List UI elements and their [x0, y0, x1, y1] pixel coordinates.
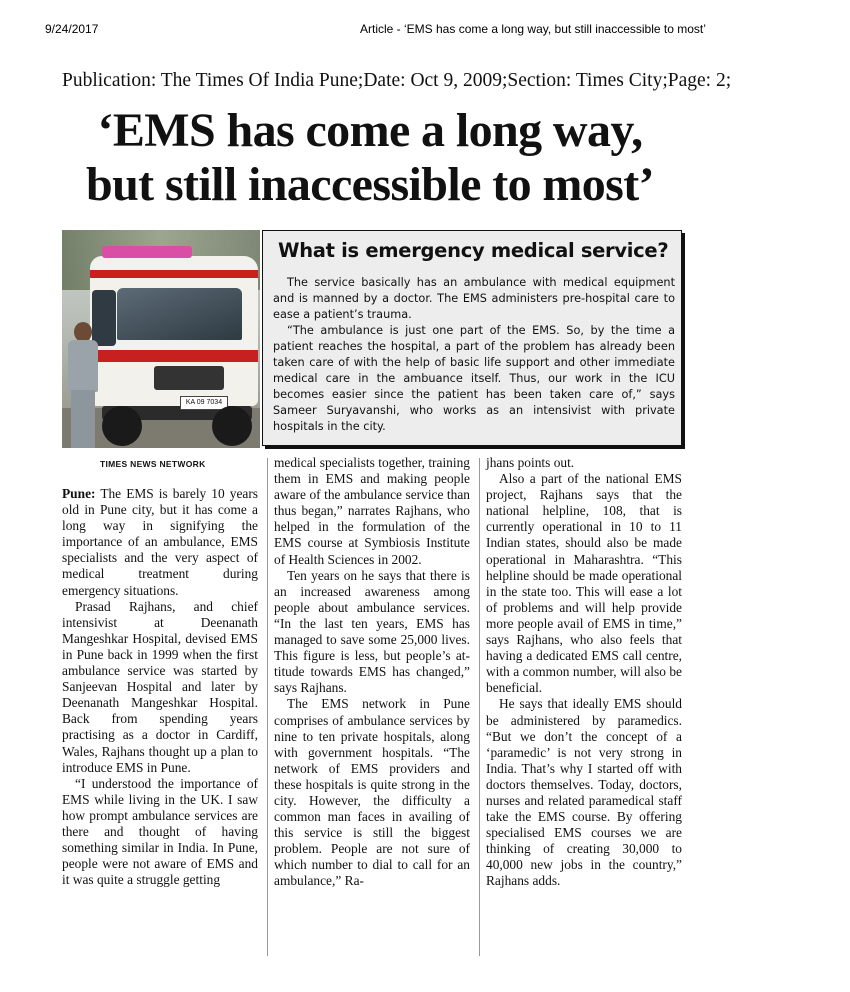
- article-column-2: [274, 455, 470, 890]
- ambulance-grill: [154, 366, 224, 390]
- person-legs: [71, 390, 95, 448]
- ambulance-light-bar: [102, 246, 192, 258]
- ambulance-photo: [62, 230, 260, 448]
- article-paragraph: The EMS network in Pune comprises of ambulance services by nine to ten private hospitals, along with government hospitals. “The network of EMS providers and these hospitals is quite strong in the city. However, the difficulty a common man faces in availing of this service is still the biggest problem. People are not sure of which number to dial to call for an ambulance,” Ra-: [274, 696, 470, 889]
- person-figure: [64, 322, 102, 448]
- byline: TIMES NEWS NETWORK: [100, 459, 206, 469]
- article-paragraph: [62, 486, 258, 599]
- dateline: Pune:: [62, 486, 96, 501]
- print-article-title: Article - ‘EMS has come a long way, but still inaccessible to most’: [360, 22, 706, 36]
- article-paragraph: jhans points out.: [486, 455, 575, 470]
- ambulance-red-stripe: [90, 350, 258, 362]
- print-date: 9/24/2017: [45, 22, 99, 36]
- article-paragraph: medical specialists together, training them in EMS and making people aware of the ambulance service than thus began,” narrates Rajhans, who helped in the formulation of the EMS course at Symbiosis Institute of Health Sciences in 2002.: [274, 455, 470, 567]
- ambulance-windshield: [117, 288, 242, 340]
- headline-line-1: ‘EMS has come a long way,: [97, 104, 643, 157]
- article-paragraph: Also a part of the national EMS project, Rajhans says that the national helpline, 108, that is currently operational in 10 to 11 Indian states, should also be made operational in Maharashtra. “This helpline should be made operational in the state too. This will ease a lot of problems and will help provide more people avail of EMS in time,” says Rajhans, who also feels that having a dedicated EMS call centre, with a common number, will also be beneficial.: [486, 471, 682, 696]
- info-box-title: What is emergency medical service?: [278, 239, 669, 262]
- info-box-body: [273, 275, 675, 435]
- publication-line: Publication: The Times Of India Pune;Date: Oct 9, 2009;Section: Times City;Page: 2;: [62, 70, 732, 91]
- ambulance-license-plate: KA 09 7034: [180, 396, 228, 410]
- article-paragraph: Ten years on he says that there is an increased awareness among people about ambulance services. “In the last ten years, EMS has managed to save some 25,000 lives. This figure is less, but people’s attitude towards EMS has changed,” says Rajhans.: [274, 567, 470, 696]
- article-paragraph: He says that ideally EMS should be administered by paramedics. “But we don’t the concept of a ‘paramedic’ is not very strong in India. That’s why I started off with doctors themselves. Today, doctors, nurses and related paramedical staff take the EMS course. By offering specialised EMS courses we are thinking of creating 30,000 to 40,000 new jobs in the country,” Rajhans adds.: [486, 696, 682, 889]
- ambulance-wheel-front-left: [102, 406, 142, 446]
- article-text: The EMS is barely 10 years old in Pune city, but it has come a long way in signifying the importance of an ambulance, EMS specialists and the very aspect of medical treatment during emergency situations.: [62, 486, 259, 598]
- article-paragraph: “I understood the importance of EMS while living in the UK. I saw how prompt ambulance services are there and thought of having something similar in India. In Pune, people were not aware of EMS and it was quite a struggle getting: [62, 775, 258, 888]
- column-rule: [479, 458, 480, 956]
- person-torso: [68, 340, 98, 392]
- headline-line-2: but still inaccessible to most’: [85, 158, 655, 211]
- article-paragraph: Prasad Rajhans, and chief intensivist at Deenanath Mangeshkar Hospital, devised EMS in Pune back in 1999 when the first ambulance service was started by Sanjeevan Hospital and later by Deenanath Mangeshkar Hospital. Back from spending years practising as a doctor in Cardiff, Wales, Rajhans thought up a plan to introduce EMS in Pune.: [62, 598, 258, 775]
- article-column-1: [62, 486, 258, 888]
- info-box-paragraph: The service basically has an ambulance with medical equipment and is manned by a doctor. The EMS administers pre-hospital care to ease a patient’s trauma.: [273, 276, 675, 321]
- ambulance-top-stripe: [90, 270, 258, 278]
- ambulance-wheel-front-right: [212, 406, 252, 446]
- article-column-3: [486, 455, 682, 890]
- headline: [40, 104, 700, 212]
- info-box: [262, 230, 682, 446]
- column-rule: [267, 458, 268, 956]
- print-header: [0, 22, 850, 42]
- info-box-paragraph: “The ambulance is just one part of the EMS. So, by the time a patient reaches the hospital, a part of the problem has already been taken care of with the help of basic life support and other immediate medical care in the ambuance itself. Thus, our work in the ICU becomes easier since the patient has been taken care of,” says Sameer Suryavanshi, who works as an intensivist with private hospitals in the city.: [273, 324, 675, 433]
- person-head: [74, 322, 92, 342]
